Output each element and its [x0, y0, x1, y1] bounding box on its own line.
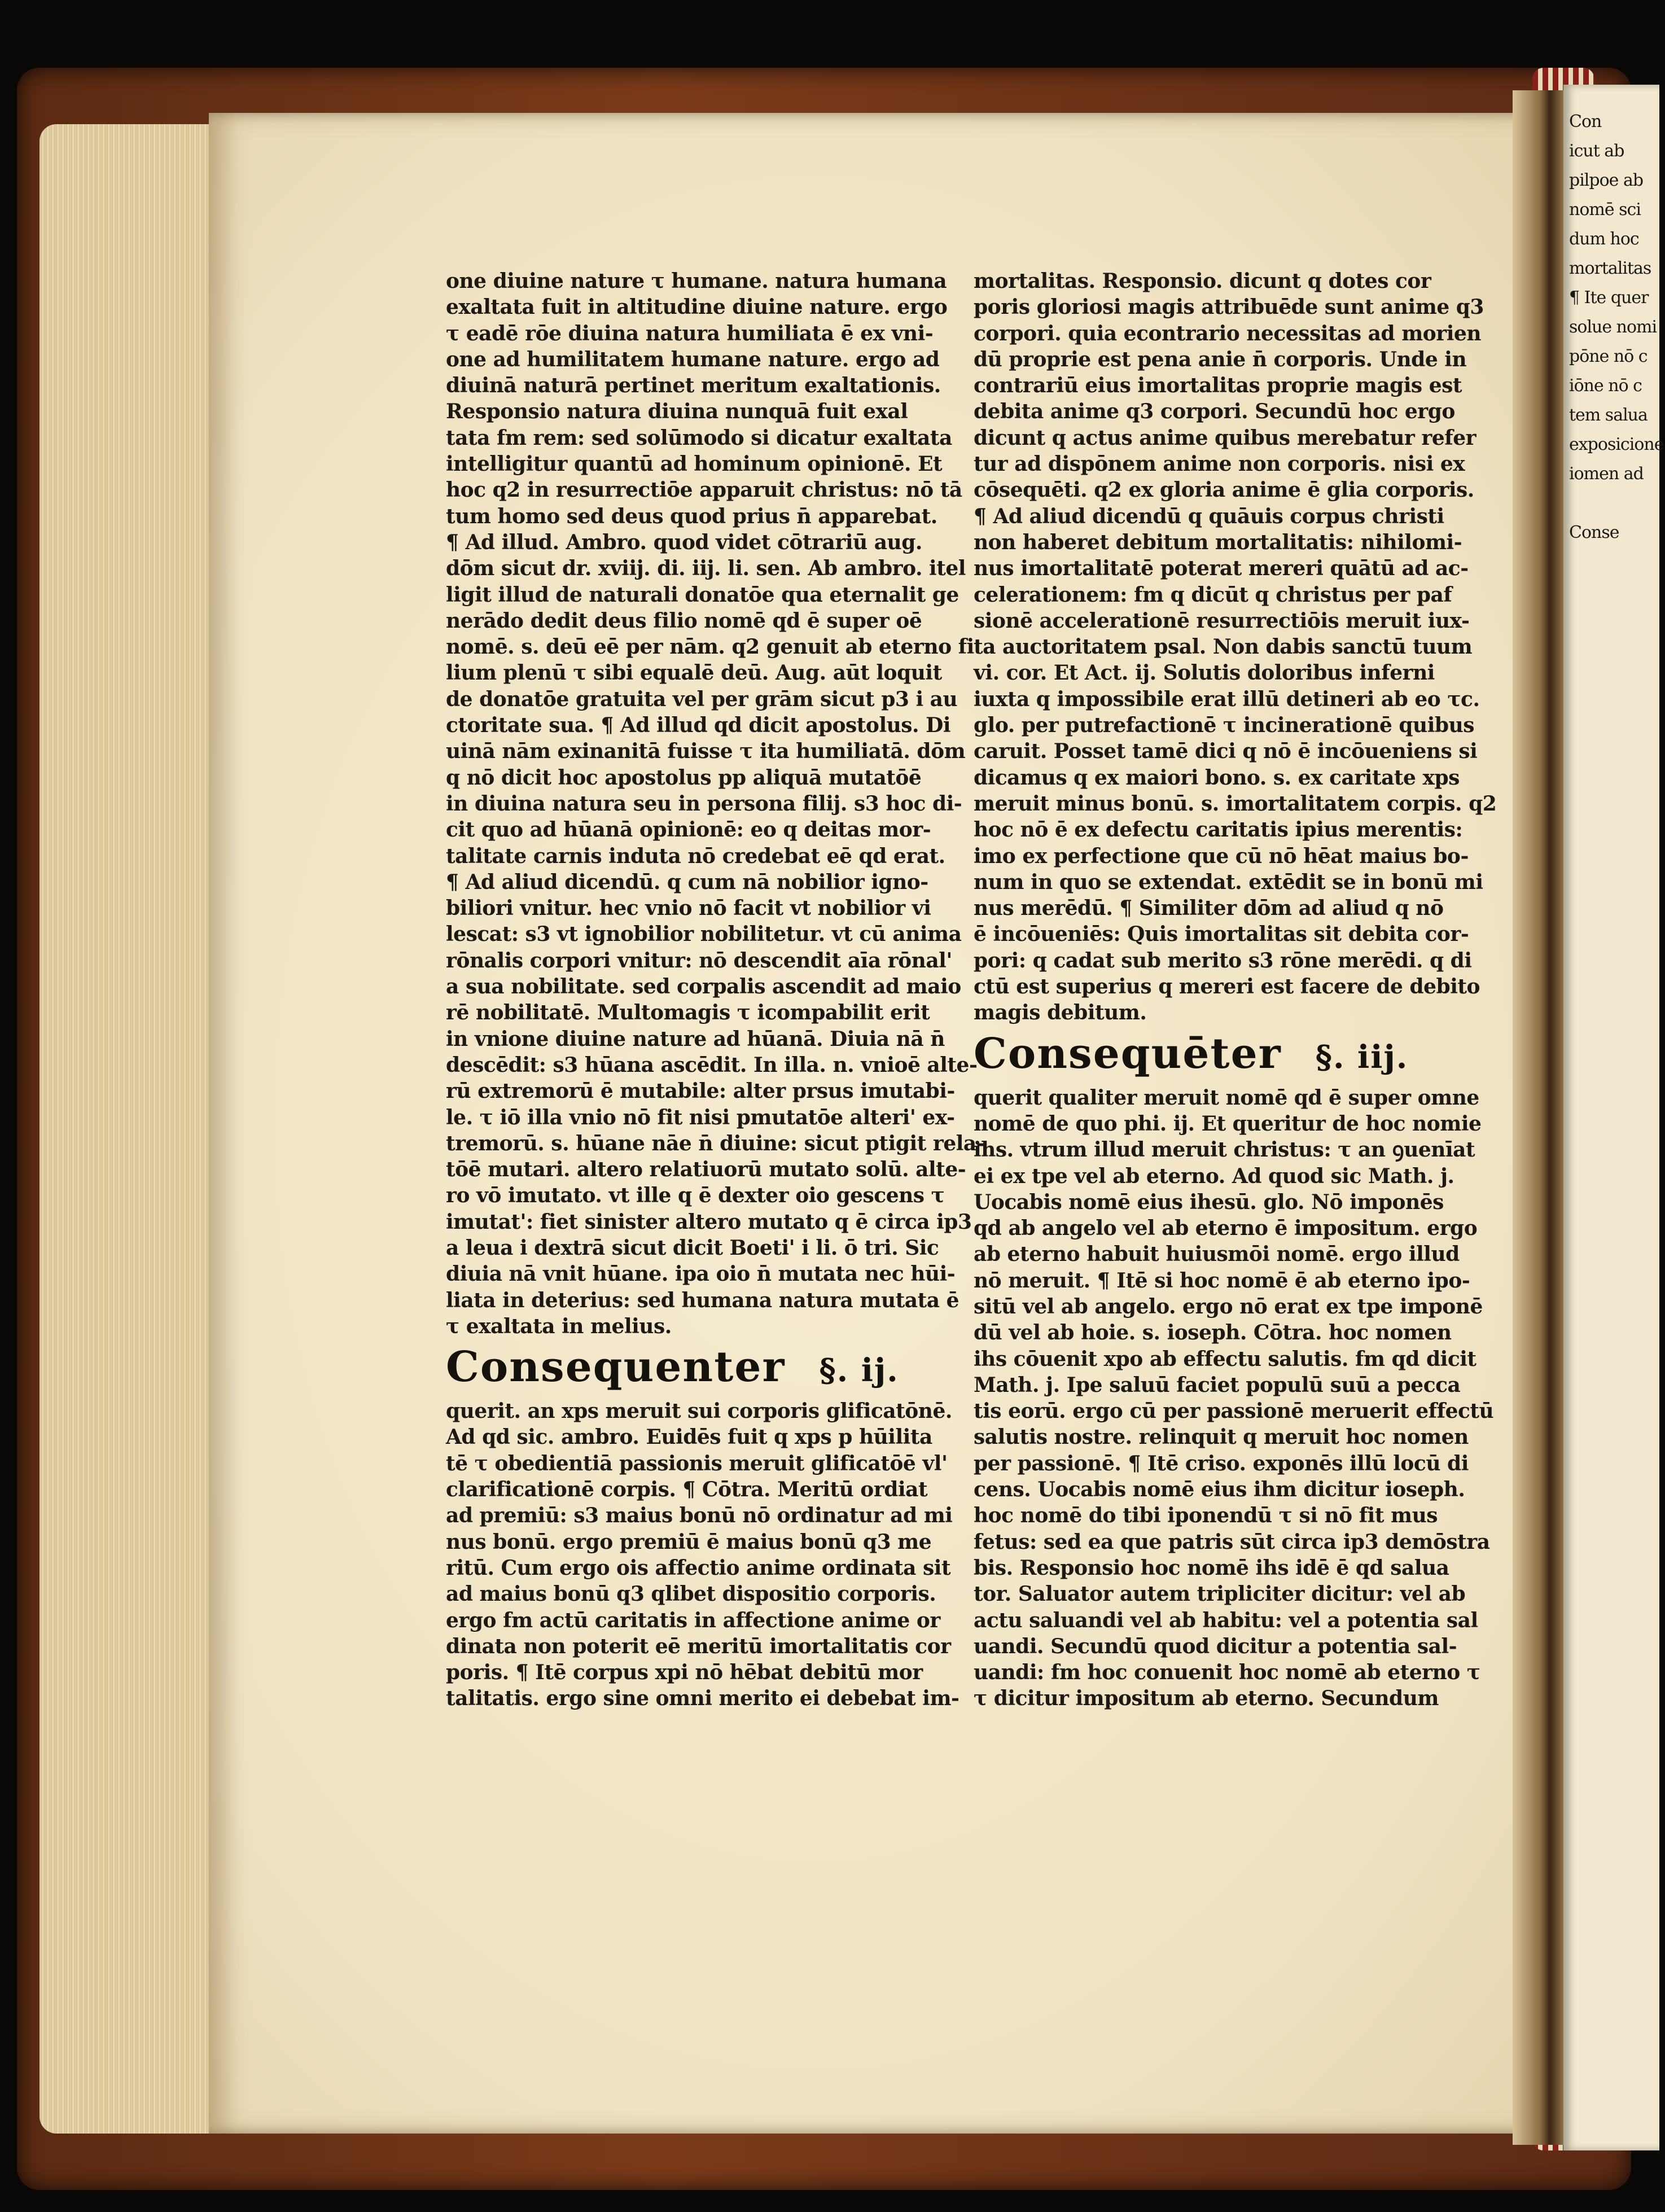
text-line: nomē. s. deū eē per nām. q2 genuit ab eterno fi	[446, 635, 974, 659]
facing-line	[1569, 958, 1665, 988]
text-line: nō meruit. ¶ Itē si hoc nomē ē ab eterno ipo-	[974, 1268, 1470, 1293]
text-line: Math. j. Ipe saluū faciet populū suū a pecca	[974, 1373, 1461, 1397]
facing-page-text	[1569, 107, 1665, 2074]
facing-line	[1569, 1692, 1665, 1722]
section-heading-left	[446, 1339, 926, 1398]
facing-line	[1569, 489, 1665, 518]
text-line: rōnalis corpori vnitur: nō descendit aīa rōnal'	[446, 948, 952, 973]
facing-line: solue nomi	[1569, 317, 1657, 337]
text-line: salutis nostre. relinquit q meruit hoc nomen	[974, 1425, 1469, 1449]
text-line: biliori vnitur. hec vnio nō facit vt nobilior vi	[446, 896, 931, 921]
text-line: lescat: s3 vt ignobilior nobilitetur. vt cū anima	[446, 922, 962, 947]
text-line: imo ex perfectione que cū nō hēat maius bo-	[974, 844, 1469, 868]
heading-word: Consequenter	[446, 1343, 786, 1392]
text-line: ihs cōuenit xpo ab effectu salutis. fm qd dicit	[974, 1347, 1476, 1371]
text-line: non haberet debitum mortalitatis: nihilomi-	[974, 530, 1462, 554]
text-line: one ad humilitatem humane nature. ergo ad	[446, 347, 940, 371]
text-line: dicunt q actus anime quibus merebatur refer	[974, 426, 1476, 450]
text-line: a leua i dextrā sicut dicit Boeti' i li. ō tri. Sic	[446, 1236, 939, 1260]
facing-line	[1569, 1076, 1665, 1105]
text-line: a sua nobilitate. sed corpalis ascendit ad maio	[446, 975, 961, 999]
facing-line: Conse	[1569, 523, 1619, 542]
text-line: τ exaltata in melius.	[446, 1314, 672, 1338]
text-line: tur ad dispōnem anime non corporis. nisi ex	[974, 452, 1465, 476]
text-line: ad maius bonū q3 qlibet dispositio corporis.	[446, 1582, 936, 1606]
facing-line	[1569, 1575, 1665, 1604]
facing-line	[1569, 1810, 1665, 1839]
heading-word: Consequēter	[974, 1029, 1282, 1078]
facing-line	[1569, 1986, 1665, 2015]
facing-line	[1569, 900, 1665, 929]
text-line: ē incōueniēs: Quis imortalitas sit debita cor-	[974, 922, 1469, 947]
text-line: descēdit: s3 hūana ascēdit. In illa. n. vnioē alte-	[446, 1053, 978, 1077]
text-line: diuia nā vnit hūane. ipa oio n̄ mutata nec hūi-	[446, 1262, 956, 1286]
facing-line	[1569, 1516, 1665, 1545]
facing-line	[1569, 1399, 1665, 1428]
facing-line	[1569, 1135, 1665, 1164]
text-line: tē τ obedientiā passionis meruit glificatōē vl'	[446, 1451, 948, 1475]
text-line: talitatis. ergo sine omni merito ei debebat im-	[446, 1687, 959, 1711]
facing-page-edge	[1563, 85, 1664, 2150]
facing-line	[1569, 1369, 1665, 1399]
facing-line	[1569, 1633, 1665, 1663]
text-line: uandi: fm hoc conuenit hoc nomē ab eterno τ	[974, 1661, 1480, 1685]
text-line: Ad qd sic. ambro. Euidēs fuit q xps p hūilita	[446, 1425, 932, 1449]
section-mark: §. iij.	[1315, 1038, 1409, 1076]
text-line: hoc q2 in resurrectiōe apparuit christus: nō tā	[446, 478, 962, 502]
text-line: debita anime q3 corpori. Secundū hoc ergo	[974, 400, 1455, 424]
page-edges	[40, 124, 214, 2134]
text-line: mortalitas. Responsio. dicunt q dotes cor	[974, 269, 1431, 293]
text-line: ad premiū: s3 maius bonū nō ordinatur ad mi	[446, 1504, 953, 1528]
text-line: in vnione diuine nature ad hūanā. Diuia nā n̄	[446, 1027, 945, 1051]
text-line: per passionē. ¶ Itē criso. exponēs illū locū di	[974, 1451, 1469, 1475]
text-line: dōm sicut dr. xviij. di. iij. li. sen. Ab ambro. itel	[446, 557, 966, 581]
facing-line	[1569, 1223, 1665, 1252]
text-line: exaltata fuit in altitudine diuine nature. ergo	[446, 295, 948, 319]
facing-line	[1569, 2044, 1665, 2074]
text-line: qd ab angelo vel ab eterno ē impositum. ergo	[974, 1216, 1478, 1241]
text-line: meruit minus bonū. s. imortalitatem corpis. q2	[974, 791, 1497, 816]
facing-line: iomen ad	[1569, 464, 1644, 484]
facing-line: pōne nō c	[1569, 347, 1648, 366]
facing-line	[1569, 2015, 1665, 2044]
text-line: ligit illud de naturali donatōe qua eternalit ge	[446, 582, 959, 607]
text-line: tum homo sed deus quod prius n̄ apparebat.	[446, 504, 937, 528]
left-column-body-bottom	[446, 1398, 959, 1712]
right-column-body-top	[974, 268, 1497, 1026]
facing-line: icut ab	[1569, 141, 1624, 161]
facing-line: nomē sci	[1569, 200, 1641, 220]
text-line: nus imortalitatē poterat mereri quātū ad ac-	[974, 557, 1469, 581]
text-line: hoc nomē do tibi iponendū τ si nō fit mus	[974, 1504, 1438, 1528]
right-text-column	[974, 268, 1497, 1712]
facing-line: pilpoe ab	[1569, 170, 1644, 190]
text-line: Uocabis nomē eius ihesū. glo. Nō imponēs	[974, 1190, 1444, 1214]
text-line: Responsio natura diuina nunquā fuit exal	[446, 400, 908, 424]
facing-line	[1569, 870, 1665, 900]
text-line: dicamus q ex maiori bono. s. ex caritate xps	[974, 765, 1460, 790]
left-column-body-top	[446, 268, 985, 1339]
facing-line	[1569, 694, 1665, 724]
facing-line	[1569, 1545, 1665, 1575]
facing-line: Con	[1569, 112, 1602, 132]
text-line: querit qualiter meruit nomē qd ē super omne	[974, 1085, 1479, 1110]
text-line: iuxta q impossibile erat illū detineri ab eo τc.	[974, 687, 1480, 711]
facing-line	[1569, 1898, 1665, 1927]
facing-line	[1569, 812, 1665, 841]
left-text-column	[446, 268, 985, 1712]
text-line: ta auctoritatem psal. Non dabis sanctū tuum	[974, 635, 1473, 659]
text-line: sitū vel ab angelo. ergo nō erat ex tpe imponē	[974, 1294, 1483, 1319]
text-line: ihs. vtrum illud meruit christus: τ an ꝯuenīat	[974, 1138, 1475, 1162]
text-line: ctū est superius q mereri est facere de debito	[974, 975, 1480, 999]
text-line: le. τ iō illa vnio nō fit nisi pmutatōe alteri' ex-	[446, 1105, 955, 1129]
text-line: imutat': fiet sinister altero mutato q ē circa ip3	[446, 1210, 972, 1234]
facing-line: dum hoc	[1569, 229, 1639, 249]
text-line: lium plenū τ sibi equalē deū. Aug. aūt loquit	[446, 661, 942, 685]
text-line: magis debitum.	[974, 1001, 1147, 1025]
text-line: liata in deterius: sed humana natura mutata ē	[446, 1288, 959, 1312]
text-line: ab eterno habuit huiusmōi nomē. ergo illud	[974, 1242, 1460, 1267]
text-line: ctoritate sua. ¶ Ad illud qd dicit apostolus. Di	[446, 713, 951, 738]
text-line: actu saluandi vel ab habitu: vel a potentia sal	[974, 1608, 1478, 1632]
text-line: dinata non poterit eē meritū imortalitatis cor	[446, 1634, 951, 1658]
text-line: cit quo ad hūanā opinionē: eo q deitas mor-	[446, 818, 931, 842]
facing-line	[1569, 1604, 1665, 1633]
facing-line	[1569, 1164, 1665, 1193]
text-line: uandi. Secundū quod dicitur a potentia sal-	[974, 1634, 1457, 1658]
facing-line: ¶ Ite quer	[1569, 288, 1649, 308]
text-line: ritū. Cum ergo ois affectio anime ordinata sit	[446, 1556, 951, 1580]
text-line: nus bonū. ergo premiū ē maius bonū q3 me	[446, 1530, 932, 1554]
text-line: ¶ Ad illud. Ambro. quod videt cōtrariū aug.	[446, 530, 922, 554]
facing-line: iōne nō c	[1569, 376, 1642, 396]
text-line: rē nobilitatē. Multomagis τ icompabilit erit	[446, 1001, 930, 1025]
text-line: contrariū eius imortalitas proprie magis est	[974, 374, 1462, 398]
facing-line	[1569, 1722, 1665, 1751]
facing-line	[1569, 1751, 1665, 1780]
text-line: nus merēdū. ¶ Similiter dōm ad aliud q nō	[974, 896, 1444, 921]
facing-line	[1569, 988, 1665, 1017]
facing-line: mortalitas	[1569, 259, 1651, 278]
text-line: ro vō imutato. vt ille q ē dexter oio gescens τ	[446, 1184, 945, 1208]
text-line: tōē mutari. altero relatiuorū mutato solū. alte-	[446, 1158, 966, 1182]
text-line: cōsequēti. q2 ex gloria anime ē glia corporis.	[974, 478, 1474, 502]
text-line: caruit. Posset tamē dici q nō ē incōueniens si	[974, 739, 1478, 764]
facing-line	[1569, 1663, 1665, 1692]
text-line: dū proprie est pena anie n̄ corporis. Unde in	[974, 347, 1467, 371]
text-line: nomē de quo phi. ij. Et queritur de hoc nomie	[974, 1111, 1482, 1136]
text-line: ¶ Ad aliud dicendū. q cum nā nobilior igno-	[446, 870, 928, 894]
facing-line	[1569, 577, 1665, 606]
facing-line	[1569, 1105, 1665, 1135]
text-line: cens. Uocabis nomē eius ihm dicitur ioseph.	[974, 1478, 1465, 1502]
facing-line	[1569, 1046, 1665, 1076]
text-line: querit. an xps meruit sui corporis glificatōnē.	[446, 1399, 952, 1423]
facing-line	[1569, 1457, 1665, 1487]
text-line: in diuina natura seu in persona filij. s3 hoc di-	[446, 791, 962, 816]
text-line: vi. cor. Et Act. ij. Solutis doloribus inferni	[974, 661, 1435, 685]
text-line: poris gloriosi magis attribuēde sunt anime q3	[974, 295, 1484, 319]
text-line: ergo fm actū caritatis in affectione anime or	[446, 1608, 940, 1632]
text-line: tor. Saluator autem tripliciter dicitur: vel ab	[974, 1582, 1466, 1606]
text-line: celerationem: fm q dicūt q christus per paf	[974, 582, 1452, 607]
facing-line	[1569, 1311, 1665, 1340]
facing-line	[1569, 1868, 1665, 1898]
facing-line	[1569, 1252, 1665, 1281]
section-mark: §. ij.	[819, 1352, 899, 1390]
text-line: τ dicitur impositum ab eterno. Secundum	[974, 1687, 1439, 1711]
text-line: pori: q cadat sub merito s3 rōne merēdi. q di	[974, 948, 1472, 973]
facing-line	[1569, 1193, 1665, 1223]
text-line: ei ex tpe vel ab eterno. Ad quod sic Math. j.	[974, 1164, 1454, 1188]
text-line: hoc nō ē ex defectu caritatis ipius merentis:	[974, 818, 1463, 842]
facing-line	[1569, 753, 1665, 782]
text-line: talitate carnis induta nō credebat eē qd erat.	[446, 844, 945, 868]
text-line: nerādo dedit deus filio nomē qd ē super oē	[446, 608, 922, 633]
facing-line	[1569, 1839, 1665, 1868]
facing-line	[1569, 665, 1665, 694]
text-line: sionē accelerationē resurrectiōis meruit iux-	[974, 608, 1470, 633]
facing-line	[1569, 1780, 1665, 1810]
text-line: rū extremorū ē mutabile: alter prsus imutabi-	[446, 1079, 955, 1103]
facing-line	[1569, 1927, 1665, 1956]
text-line: corpori. quia econtrario necessitas ad morien	[974, 321, 1482, 345]
section-heading-right	[974, 1026, 1453, 1085]
facing-line	[1569, 1956, 1665, 1986]
facing-line: exposicione	[1569, 435, 1664, 454]
text-line: fetus: sed ea que patris sūt circa ip3 demōstra	[974, 1530, 1490, 1554]
text-line: tremorū. s. hūane nāe n̄ diuine: sicut ptigit rela-	[446, 1131, 985, 1155]
text-line: one diuine nature τ humane. natura humana	[446, 269, 947, 293]
text-line: q nō dicit hoc apostolus pp aliquā mutatōē	[446, 765, 922, 790]
facing-line	[1569, 1340, 1665, 1369]
facing-line	[1569, 1428, 1665, 1457]
facing-line	[1569, 1017, 1665, 1046]
facing-line	[1569, 929, 1665, 958]
facing-line	[1569, 782, 1665, 812]
facing-line	[1569, 636, 1665, 665]
text-line: ¶ Ad aliud dicendū q quāuis corpus christi	[974, 504, 1444, 528]
text-line: τ eadē rōe diuina natura humiliata ē ex vni-	[446, 321, 934, 345]
facing-line	[1569, 1487, 1665, 1516]
text-line: intelligitur quantū ad hominum opinionē. Et	[446, 452, 943, 476]
text-line: diuinā naturā pertinet meritum exaltationis.	[446, 374, 941, 398]
right-column-body-bottom	[974, 1085, 1494, 1712]
text-line: clarificationē corpis. ¶ Cōtra. Meritū ordiat	[446, 1478, 928, 1502]
text-line: bis. Responsio hoc nomē ihs idē ē qd salua	[974, 1556, 1449, 1580]
text-line: tis eorū. ergo cū per passionē meruerit effectū	[974, 1399, 1494, 1423]
facing-line	[1569, 1281, 1665, 1311]
text-line: tata fm rem: sed solūmodo si dicatur exaltata	[446, 426, 952, 450]
facing-line: tem salua	[1569, 405, 1648, 425]
text-line: dū vel ab hoie. s. ioseph. Cōtra. hoc nomen	[974, 1321, 1452, 1345]
facing-line	[1569, 606, 1665, 636]
facing-line	[1569, 547, 1665, 577]
text-line: uinā nām exinanitā fuisse τ ita humiliatā. dōm	[446, 739, 966, 764]
text-line: poris. ¶ Itē corpus xpi nō hēbat debitū mor	[446, 1661, 923, 1685]
text-line: glo. per putrefactionē τ incinerationē quibus	[974, 713, 1475, 738]
facing-line	[1569, 841, 1665, 870]
text-line: num in quo se extendat. extēdit se in bonū mi	[974, 870, 1483, 894]
text-line: de donatōe gratuita vel per grām sicut p3 i au	[446, 687, 958, 711]
facing-line	[1569, 724, 1665, 753]
